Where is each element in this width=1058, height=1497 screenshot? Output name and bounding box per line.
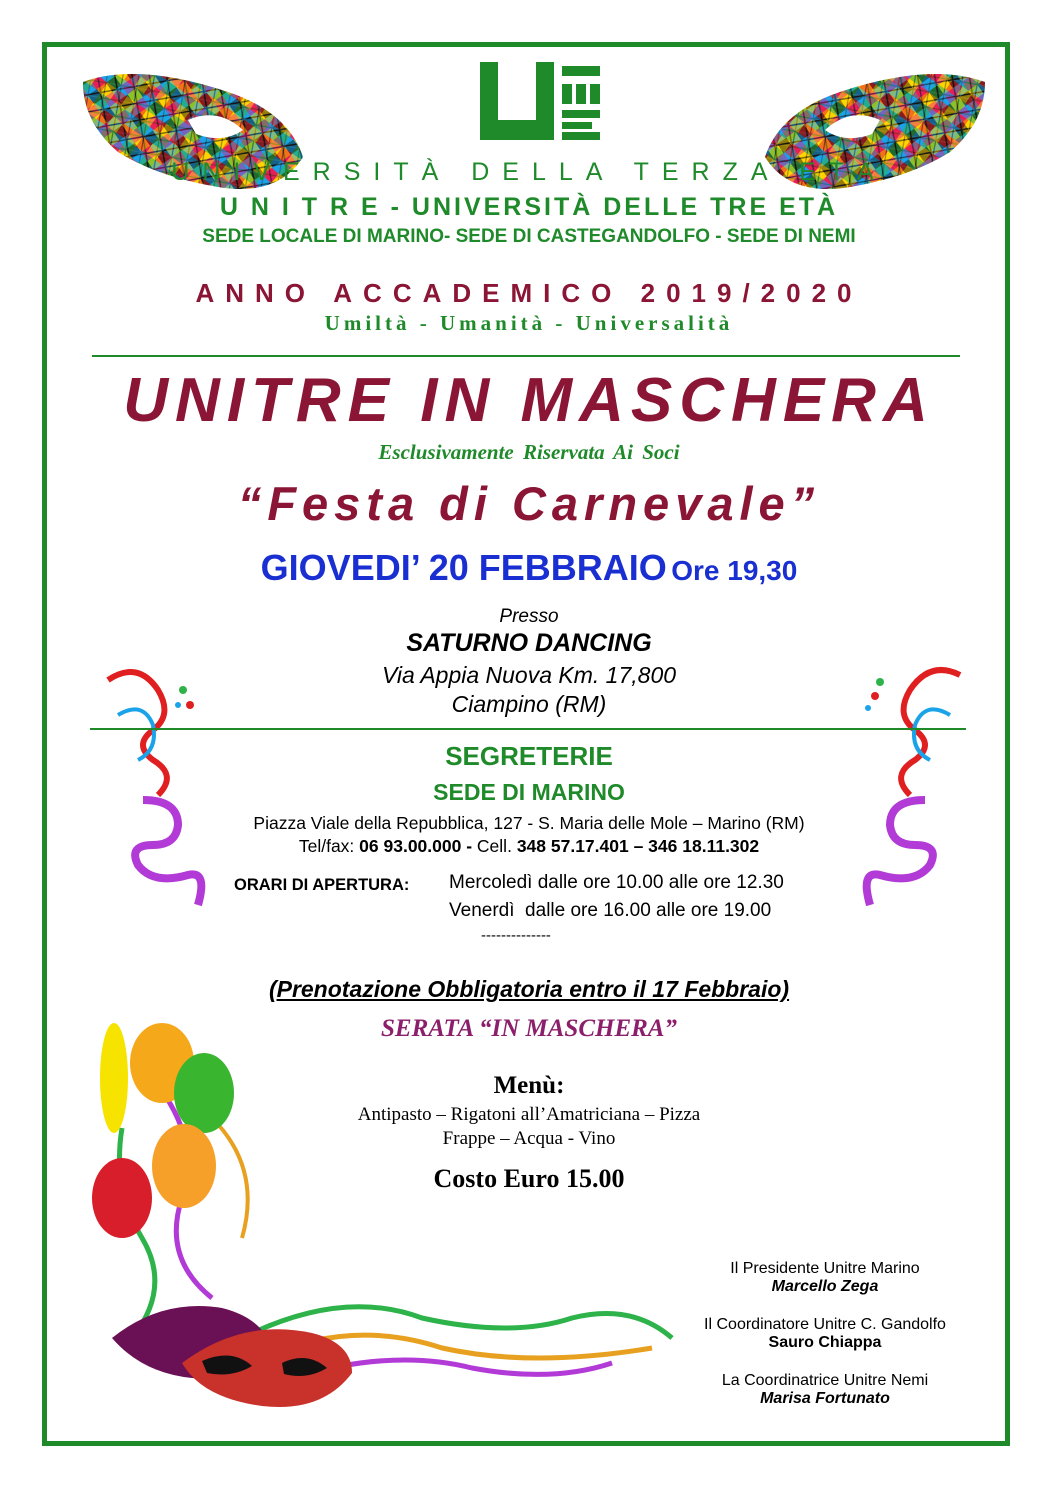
tel-value: 06 93.00.000 - — [359, 836, 473, 856]
venue-address: Via Appia Nuova Km. 17,800 — [381, 662, 677, 688]
event-time: Ore 19,30 — [671, 555, 798, 586]
academic-year: ANNO ACCADEMICO 2019/2020 — [195, 278, 863, 308]
menu-cost: Costo Euro 15.00 — [433, 1164, 625, 1193]
tel-label: Tel/fax: — [298, 836, 355, 856]
segreterie-title: SEGRETERIE — [445, 741, 613, 771]
signature-block — [680, 1260, 970, 1408]
serata-label: SERATA “IN MASCHERA” — [381, 1015, 677, 1042]
event-name: “Festa di Carnevale” — [237, 477, 821, 530]
venue-name: SATURNO DANCING — [406, 629, 652, 657]
cell-value: 348 57.17.401 – 346 18.11.302 — [516, 836, 760, 856]
sede-address: Piazza Viale della Repubblica, 127 - S. Maria delle Mole – Marino (RM) — [253, 813, 805, 833]
orari-line1: Mercoledì dalle ore 10.00 alle ore 12.30 — [449, 872, 784, 893]
header-line1: UNIVERSITÀ DELLA TERZA ETÀ — [171, 158, 887, 186]
divider-middle — [90, 728, 966, 730]
signature-name-3: Marisa Fortunato — [760, 1390, 890, 1407]
presso-label: Presso — [499, 606, 559, 627]
signature-name-2: Sauro Chiappa — [768, 1334, 882, 1351]
menu-title: Menù: — [493, 1072, 565, 1099]
signature-role-1: Il Presidente Unitre Marino — [730, 1260, 920, 1277]
signature-role-2: Il Coordinatore Unitre C. Gandolfo — [704, 1316, 946, 1333]
event-title: UNITRE IN MASCHERA — [123, 366, 935, 435]
event-datetime — [0, 547, 1058, 589]
menu-title-text: Menù — [493, 1072, 557, 1099]
menu-line2: Frappe – Acqua - Vino — [442, 1128, 616, 1149]
event-date: GIOVEDI’ 20 FEBBRAIO — [260, 547, 667, 588]
signature-name-1: Marcello Zega — [771, 1278, 879, 1295]
menu-line1: Antipasto – Rigatoni all’Amatriciana – Pizza — [357, 1104, 701, 1125]
venue-city: Ciampino (RM) — [451, 691, 607, 717]
event-subtitle: Esclusivamente Riservata Ai Soci — [378, 440, 680, 464]
header-line3: SEDE LOCALE DI MARINO- SEDE DI CASTEGANDOLFO - SEDE DI NEMI — [202, 226, 856, 247]
separator: -------------- — [481, 927, 551, 944]
cell-label: Cell. — [476, 836, 512, 856]
signature-role-3: La Coordinatrice Unitre Nemi — [721, 1372, 929, 1389]
orari-line2: Venerdì dalle ore 16.00 alle ore 19.00 — [449, 900, 772, 921]
divider-top — [92, 355, 960, 357]
header-line2: U N I T R E - UNIVERSITÀ DELLE TRE ETÀ — [219, 193, 839, 221]
sede-title: SEDE DI MARINO — [433, 779, 625, 805]
booking-note: (Prenotazione Obbligatoria entro il 17 Febbraio) — [268, 976, 790, 1002]
motto: Umiltà - Umanità - Universalità — [324, 311, 734, 335]
carnival-balloons-masks-icon — [92, 1018, 682, 1438]
ute-logo-icon — [478, 62, 602, 142]
sede-phone — [0, 836, 1058, 857]
orari-label: ORARI DI APERTURA: — [234, 876, 410, 894]
